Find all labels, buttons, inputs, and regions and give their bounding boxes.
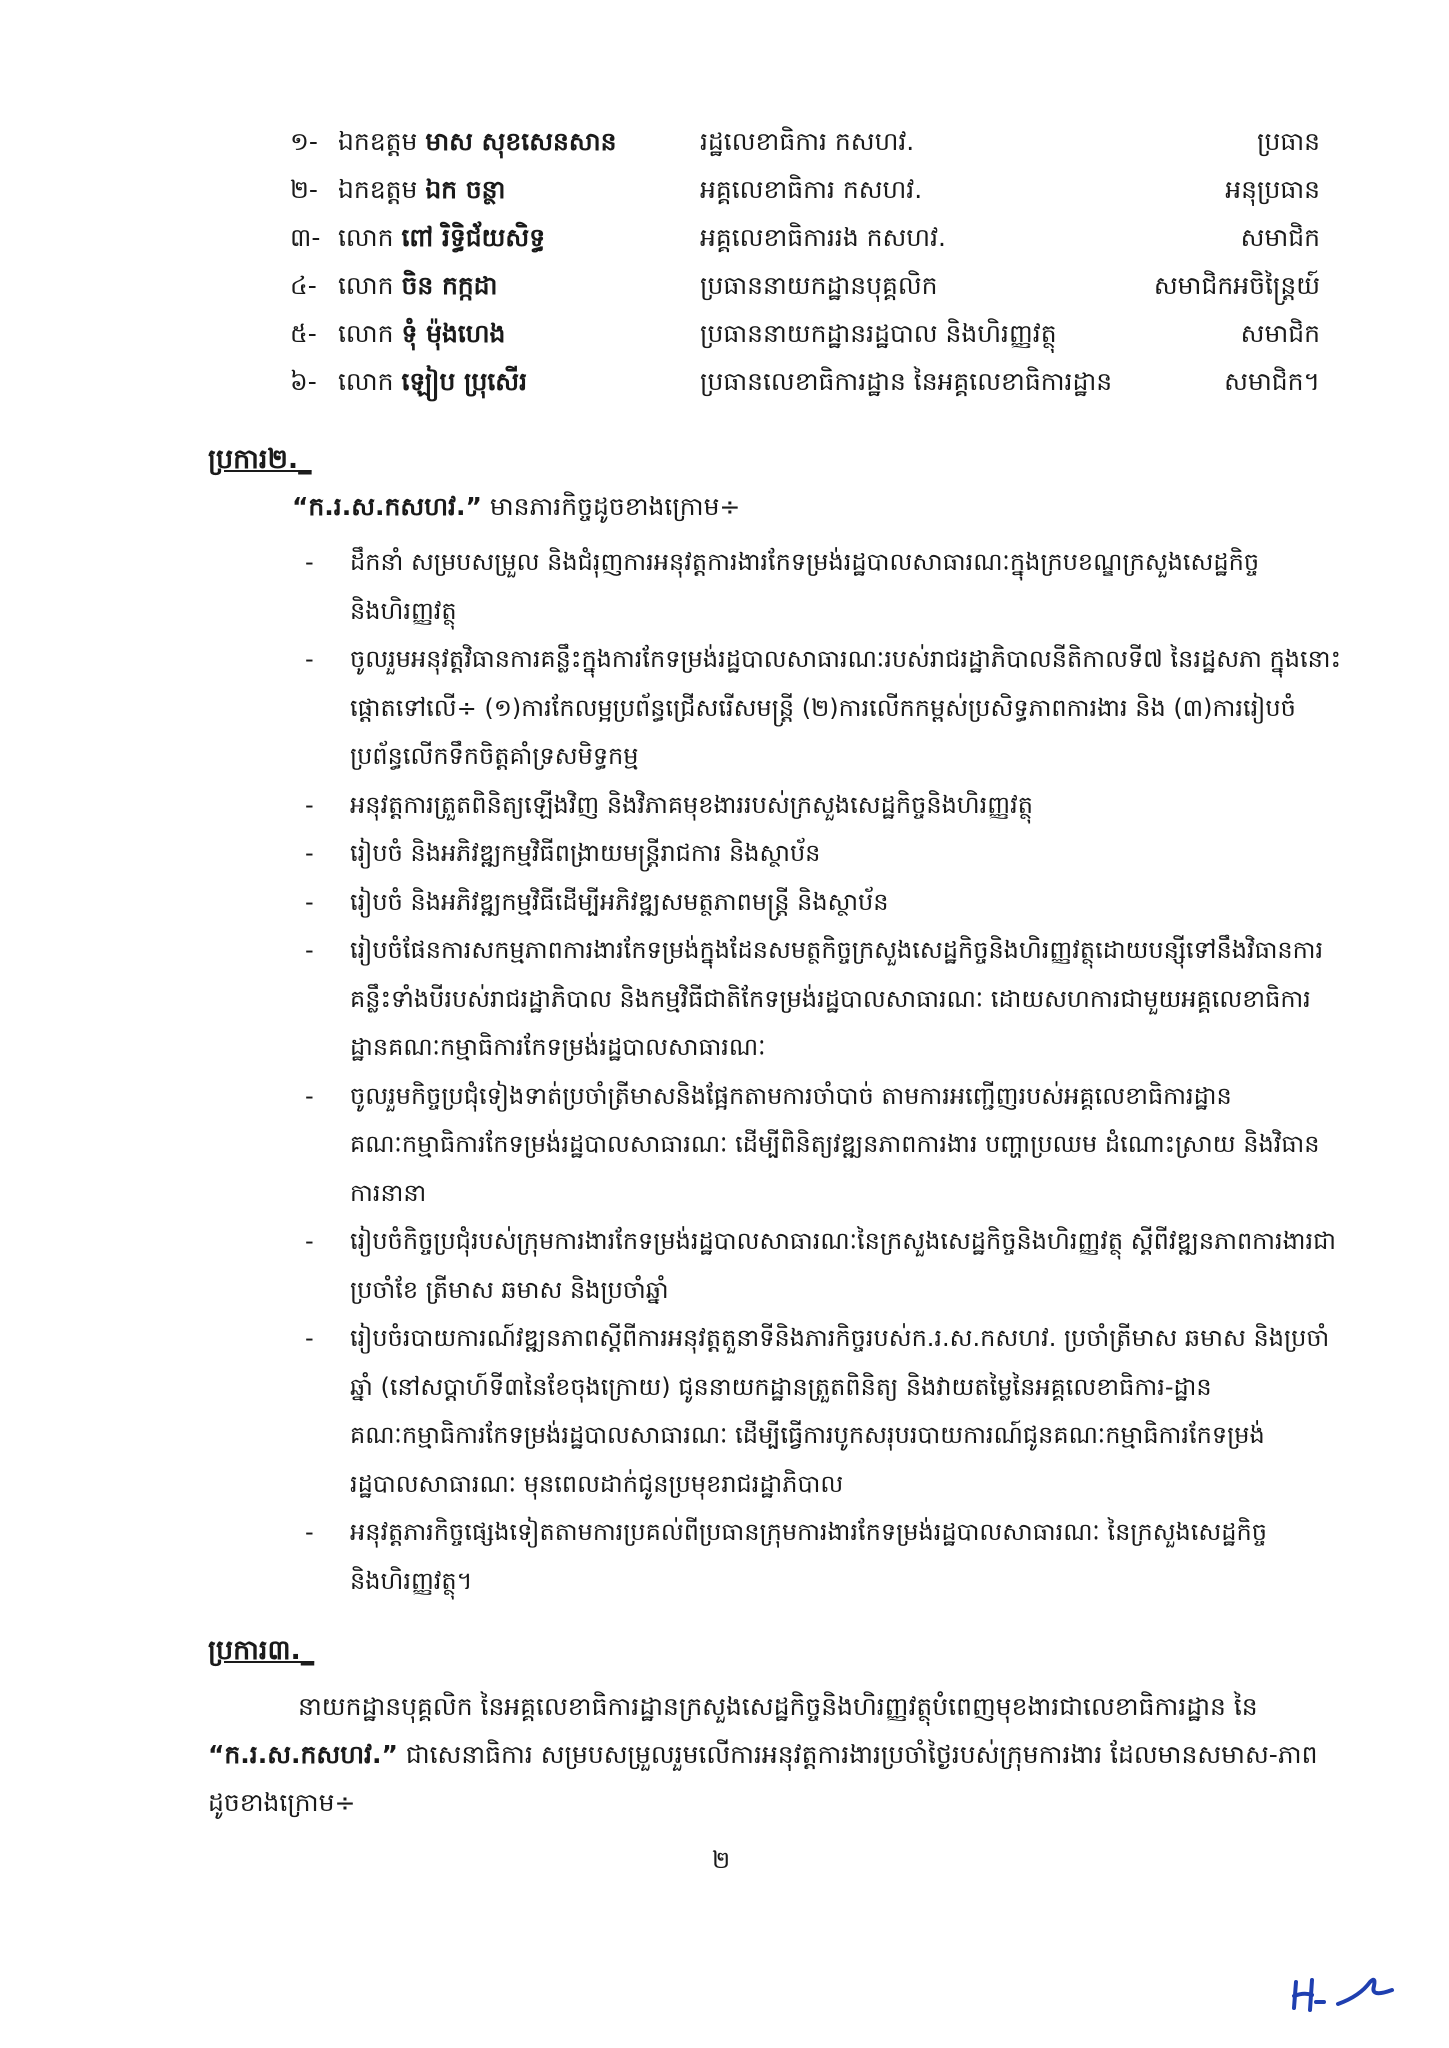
- article-3-paragraph: [208, 1683, 1338, 1827]
- bullet-dash: -: [305, 645, 314, 673]
- signature-initials: [1290, 1968, 1400, 2018]
- member-role: សមាជិក។: [1224, 367, 1320, 396]
- member-title: លោក: [338, 271, 394, 300]
- member-role: សមាជិកអចិន្ត្រៃយ៍: [1153, 271, 1320, 300]
- article-3-text-2: ជាសេនាធិការ សម្របសម្រួលរួមលើការអនុវត្តការងារប្រចាំថ្ងៃរបស់ក្រុមការងារ ដែលមានសមាស-ភាពដូចខាងក្រោម÷: [208, 1740, 1318, 1817]
- bullet-dash: -: [305, 839, 314, 867]
- list-item-text: រៀបចំកិច្ចប្រជុំរបស់ក្រុមការងារកែទម្រង់រដ្ឋបាលសាធារណៈនៃក្រសួងសេដ្ឋកិច្ចនិងហិរញ្ញវត្ថុ ស្ដីពីវឌ្ឍនភាពការងារជា ប្រចាំខែ ត្រីមាស ឆមាស និងប្រចាំឆ្នាំ: [350, 1227, 1336, 1304]
- list-item: [305, 829, 1345, 878]
- member-name-bold: ទុំ ម៉ុងហេង: [401, 319, 506, 348]
- member-name-bold: ចិន កក្កដា: [401, 271, 498, 300]
- member-name-bold: ឯក ចន្ថា: [425, 175, 506, 204]
- member-number: ២-: [290, 175, 318, 204]
- page-number: ២: [712, 1846, 731, 1874]
- article-2-intro: [292, 492, 740, 528]
- member-name: [338, 214, 545, 262]
- member-position: អគ្គលេខាធិការរង កសហវ.: [700, 223, 946, 252]
- member-row: [290, 310, 1320, 358]
- member-title: លោក: [338, 319, 394, 348]
- list-item: [305, 781, 1345, 830]
- list-item: [305, 635, 1345, 781]
- article-3-title: ប្រការ៣._: [208, 1635, 315, 1666]
- member-name-bold: មាស សុខសេនសាន: [425, 127, 617, 156]
- list-item-text: រៀបចំរបាយការណ៍វឌ្ឍនភាពស្ដីពីការអនុវត្តតួនាទីនិងភារកិច្ចរបស់ក.រ.ស.កសហវ. ប្រចាំត្រីមាស ឆមាស និងប្រចាំឆ្នាំ (នៅសប្ដាហ៍ទី៣នៃខែចុងក្រោយ) ជូននាយកដ្ឋានត្រួតពិនិត្យ និងវាយតម្លៃនៃអគ្គលេខាធិការ-ដ្ឋានគណៈកម្មាធិការកែទម្រង់រដ្ឋបាលសាធារណៈ ដើម្បីធ្វើការបូកសរុបរបាយការណ៍ជូនគណៈកម្មាធិការកែទម្រង់រដ្ឋបាលសាធារណៈ មុនពេលដាក់ជូនប្រមុខរាជរដ្ឋាភិបាល: [350, 1324, 1330, 1498]
- member-name: [338, 166, 505, 214]
- member-number: ៥-: [290, 319, 317, 348]
- member-role: អនុប្រធាន: [1225, 175, 1320, 204]
- member-role: ប្រធាន: [1257, 127, 1320, 156]
- member-title: លោក: [338, 223, 394, 252]
- list-item: [305, 1314, 1345, 1508]
- bullet-dash: -: [305, 1227, 314, 1255]
- member-role: សមាជិក: [1240, 319, 1320, 348]
- committee-abbrev: “ក.រ.ស.កសហវ.”: [208, 1740, 398, 1769]
- member-position: ប្រធាននាយកដ្ឋានរដ្ឋបាល និងហិរញ្ញវត្ថុ: [700, 319, 1057, 348]
- member-row: [290, 166, 1320, 214]
- member-row: [290, 118, 1320, 166]
- member-name-bold: ពៅ រិទ្ធិជ័យសិទ្ធ: [401, 223, 546, 252]
- member-row: [290, 262, 1320, 310]
- list-item: [305, 1217, 1345, 1314]
- list-item-text: រៀបចំ និងអភិវឌ្ឍកម្មវិធីពង្រាយមន្ត្រីរាជការ និងស្ថាប័ន: [350, 839, 821, 867]
- member-row: [290, 214, 1320, 262]
- list-item-text: ចូលរួមអនុវត្តវិធានការគន្លឹះក្នុងការកែទម្រង់រដ្ឋបាលសាធារណៈរបស់រាជរដ្ឋាភិបាលនីតិកាលទី៧ នៃរដ្ឋសភា ក្នុងនោះផ្ដោតទៅលើ÷ (១)ការកែលម្អប្រព័ន្ធជ្រើសរើសមន្ត្រី (២)ការលើកកម្ពស់ប្រសិទ្ធភាពការងារ និង (៣)ការរៀបចំប្រព័ន្ធលើកទឹកចិត្តគាំទ្រសមិទ្ធកម្ម: [350, 645, 1342, 770]
- bullet-dash: -: [305, 887, 314, 916]
- article-2-intro-text: មានភារកិច្ចដូចខាងក្រោម÷: [481, 492, 741, 521]
- list-item-text: រៀបចំ និងអភិវឌ្ឍកម្មវិធីដើម្បីអភិវឌ្ឍសមត្ថភាពមន្ត្រី និងស្ថាប័ន: [350, 887, 889, 916]
- member-name-bold: ឡៀប ប្រុសើរ: [401, 367, 528, 396]
- committee-abbrev: “ក.រ.ស.កសហវ.”: [292, 492, 482, 521]
- article-3-text-1: នាយកដ្ឋានបុគ្គលិក នៃអគ្គលេខាធិការដ្ឋានក្រសួងសេដ្ឋកិច្ចនិងហិរញ្ញវត្ថុបំពេញមុខងារជាលេខាធិការដ្ឋាន នៃ: [298, 1692, 1258, 1721]
- member-position: ប្រធាននាយកដ្ឋានបុគ្គលិក: [700, 271, 938, 300]
- bullet-dash: -: [305, 548, 314, 576]
- list-item-text: រៀបចំផែនការសកម្មភាពការងារកែទម្រង់ក្នុងដែនសមត្ថកិច្ចក្រសួងសេដ្ឋកិច្ចនិងហិរញ្ញវត្ថុដោយបន្សុីទៅនឹងវិធានការគន្លឹះទាំងបីរបស់រាជរដ្ឋាភិបាល និងកម្មវិធីជាតិកែទម្រង់រដ្ឋបាលសាធារណៈ ដោយសហការជាមួយអគ្គលេខាធិការដ្ឋានគណៈកម្មាធិការកែទម្រង់រដ្ឋបាលសាធារណៈ: [350, 936, 1324, 1061]
- list-item-text: អនុវត្តការត្រួតពិនិត្យឡើងវិញ និងវិភាគមុខងាររបស់ក្រសួងសេដ្ឋកិច្ចនិងហិរញ្ញវត្ថុ: [350, 790, 1033, 819]
- member-name: [338, 118, 617, 166]
- member-number: ៤-: [290, 271, 317, 300]
- bullet-dash: -: [305, 936, 314, 964]
- article-2-title: ប្រការ២._: [208, 444, 312, 475]
- list-item: [305, 538, 1345, 635]
- bullet-dash: -: [305, 790, 314, 819]
- list-item: [305, 1072, 1345, 1218]
- member-name: [338, 310, 505, 358]
- bullet-dash: -: [305, 1518, 314, 1546]
- member-name: [338, 262, 497, 310]
- member-row: [290, 358, 1320, 406]
- member-number: ៣-: [290, 223, 321, 252]
- duties-list: [305, 538, 1345, 1605]
- member-list: [290, 118, 1320, 406]
- bullet-dash: -: [305, 1324, 314, 1352]
- member-title: ឯកឧត្តម: [338, 175, 418, 204]
- member-role: សមាជិក: [1240, 223, 1320, 252]
- list-item-text: ចូលរួមកិច្ចប្រជុំទៀងទាត់ប្រចាំត្រីមាសនិងផ្អែកតាមការចាំបាច់ តាមការអញ្ជើញរបស់អគ្គលេខាធិការដ្ឋានគណៈកម្មាធិការកែទម្រង់រដ្ឋបាលសាធារណៈ ដើម្បីពិនិត្យវឌ្ឍនភាពការងារ បញ្ហាប្រឈម ដំណោះស្រាយ និងវិធានការនានា: [350, 1081, 1320, 1207]
- list-item: [305, 1508, 1345, 1605]
- list-item-text: ដឹកនាំ សម្របសម្រួល និងជំរុញការអនុវត្តការងារកែទម្រង់រដ្ឋបាលសាធារណៈក្នុងក្របខណ្ឌក្រសួងសេដ្ឋកិច្ច និងហិរញ្ញវត្ថុ: [350, 548, 1260, 625]
- list-item: [305, 878, 1345, 927]
- member-position: រដ្ឋលេខាធិការ កសហវ.: [700, 127, 915, 156]
- list-item-text: អនុវត្តភារកិច្ចផ្សេងទៀតតាមការប្រគល់ពីប្រធានក្រុមការងារកែទម្រង់រដ្ឋបាលសាធារណៈ នៃក្រសួងសេដ្ឋកិច្ច និងហិរញ្ញវត្ថុ។: [350, 1518, 1267, 1595]
- member-position: អគ្គលេខាធិការ កសហវ.: [700, 175, 923, 204]
- member-title: ឯកឧត្តម: [338, 127, 418, 156]
- list-item: [305, 926, 1345, 1072]
- member-position: ប្រធានលេខាធិការដ្ឋាន នៃអគ្គលេខាធិការដ្ឋាន: [700, 367, 1113, 396]
- member-title: លោក: [338, 367, 394, 396]
- member-number: ១-: [290, 127, 318, 156]
- member-name: [338, 358, 527, 406]
- bullet-dash: -: [305, 1081, 314, 1110]
- member-number: ៦-: [290, 367, 317, 396]
